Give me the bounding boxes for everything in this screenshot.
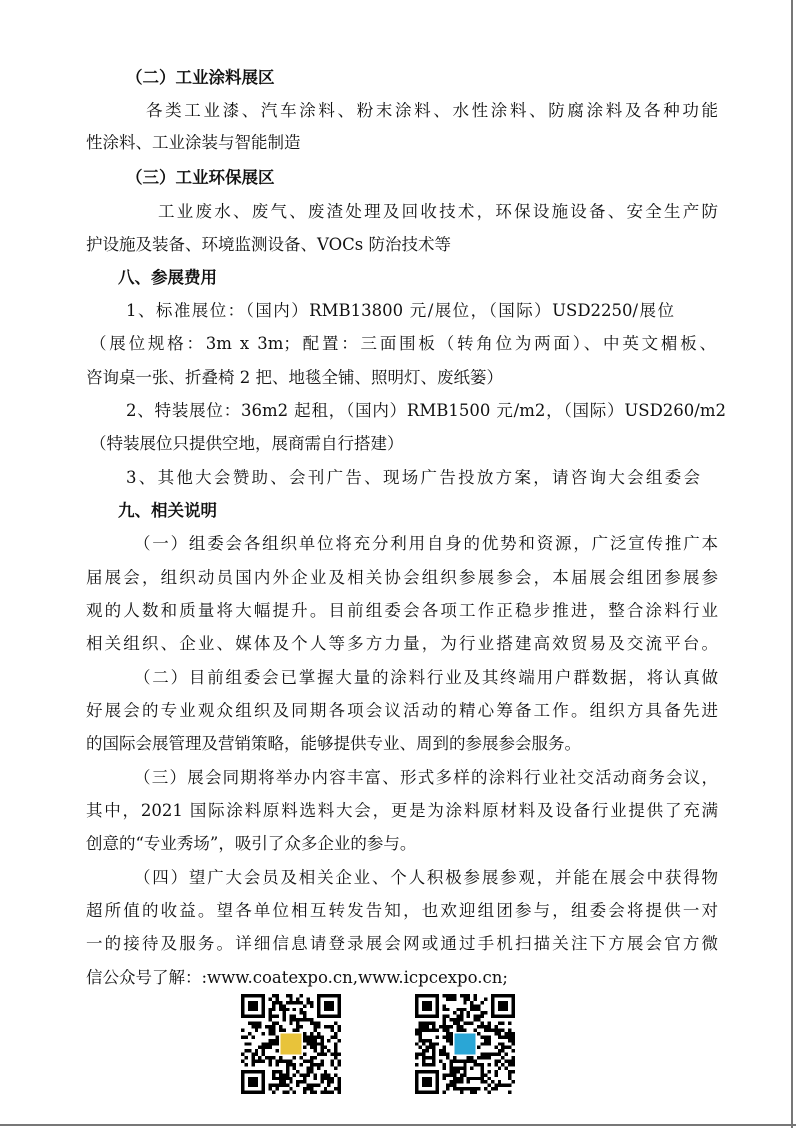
note-paragraph-line: 创意的“专业秀场”，吸引了众多企业的参与。 [86,834,417,853]
section3-paragraph-line: 工业废水、废气、废渣处理及回收技术，环保设施设备、安全生产防 [158,202,718,221]
note-paragraph-line: （一）组委会各组织单位将充分利用自身的优势和资源，广泛宣传推广本 [134,534,718,553]
note-paragraph-line: （二）目前组委会已掌握大量的涂料行业及其终端用户群数据，将认真做 [134,668,718,687]
fees-item-line: （特装展位只提供空地，展商需自行搭建） [90,434,404,453]
page-border-bottom [0,1124,796,1126]
note-paragraph-line: 超所值的收益。望各单位相互转发告知，也欢迎组团参与，组委会将提供一对 [86,901,718,920]
fees-item-line: （展位规格：3m x 3m；配置：三面围板（转角位为两面）、中英文楣板、 [90,334,716,353]
section2-heading: （二）工业涂料展区 [126,68,275,87]
fees-heading: 八、参展费用 [118,268,217,287]
note-paragraph-line: （四）望广大会员及相关企业、个人积极参展参观，并能在展会中获得物 [134,868,718,887]
section2-paragraph-line: 性涂料、工业涂装与智能制造 [86,133,301,152]
fees-item-line: 1、标准展位：（国内）RMB13800 元/展位，（国际）USD2250/展位 [126,301,674,320]
fees-item-line: 3、其他大会赞助、会刊广告、现场广告投放方案，请咨询大会组委会 [126,468,700,487]
qr-logo-icon [281,1034,302,1055]
qr-logo-icon [455,1034,476,1055]
fees-item-line: 2、特装展位：36m2 起租，（国内）RMB1500 元/m2，（国际）USD260/m2 [126,401,726,420]
qr-code-left-graphic [241,993,341,1095]
note-paragraph-line: 相关组织、企业、媒体及个人等多方力量，为行业搭建高效贸易及交流平台。 [86,634,718,653]
fees-item-line: 咨询桌一张、折叠椅 2 把、地毯全铺、照明灯、废纸篓） [86,368,503,387]
note-paragraph-line: （三）展会同期将举办内容丰富、形式多样的涂料行业社交活动商务会议， [134,768,718,787]
page-border-right [791,0,793,1128]
note-paragraph-line: 届展会，组织动员国内外企业及相关协会组织参展参会，本届展会组团参展参 [86,568,718,587]
section2-paragraph-line: 各类工业漆、汽车涂料、粉末涂料、水性涂料、防腐涂料及各种功能 [146,101,718,120]
section3-heading: （三）工业环保展区 [126,168,275,187]
section3-paragraph-line: 护设施及装备、环境监测设备、VOCs 防治技术等 [86,235,451,254]
note-paragraph-line: 一的接待及服务。详细信息请登录展会网或通过手机扫描关注下方展会官方微 [86,934,718,953]
note-paragraph-line: 观的人数和质量将大幅提升。目前组委会各项工作正稳步推进，整合涂料行业 [86,601,718,620]
note-paragraph-line: 好展会的专业观众组织及同期各项会议活动的精心筹备工作。组织方具备先进 [86,701,718,720]
qr-code-left [241,993,341,1095]
note-paragraph-line: 的国际会展管理及营销策略，能够提供专业、周到的参展参会服务。 [86,734,581,753]
qr-code-right-graphic [415,993,515,1095]
notes-heading: 九、相关说明 [118,501,217,520]
note-paragraph-line: 信公众号了解：:www.coatexpo.cn,www.icpcexpo.cn; [86,968,508,987]
qr-code-right [415,993,515,1095]
note-paragraph-line: 其中，2021 国际涂料原料选料大会，更是为涂料原材料及设备行业提供了充满 [86,801,718,820]
